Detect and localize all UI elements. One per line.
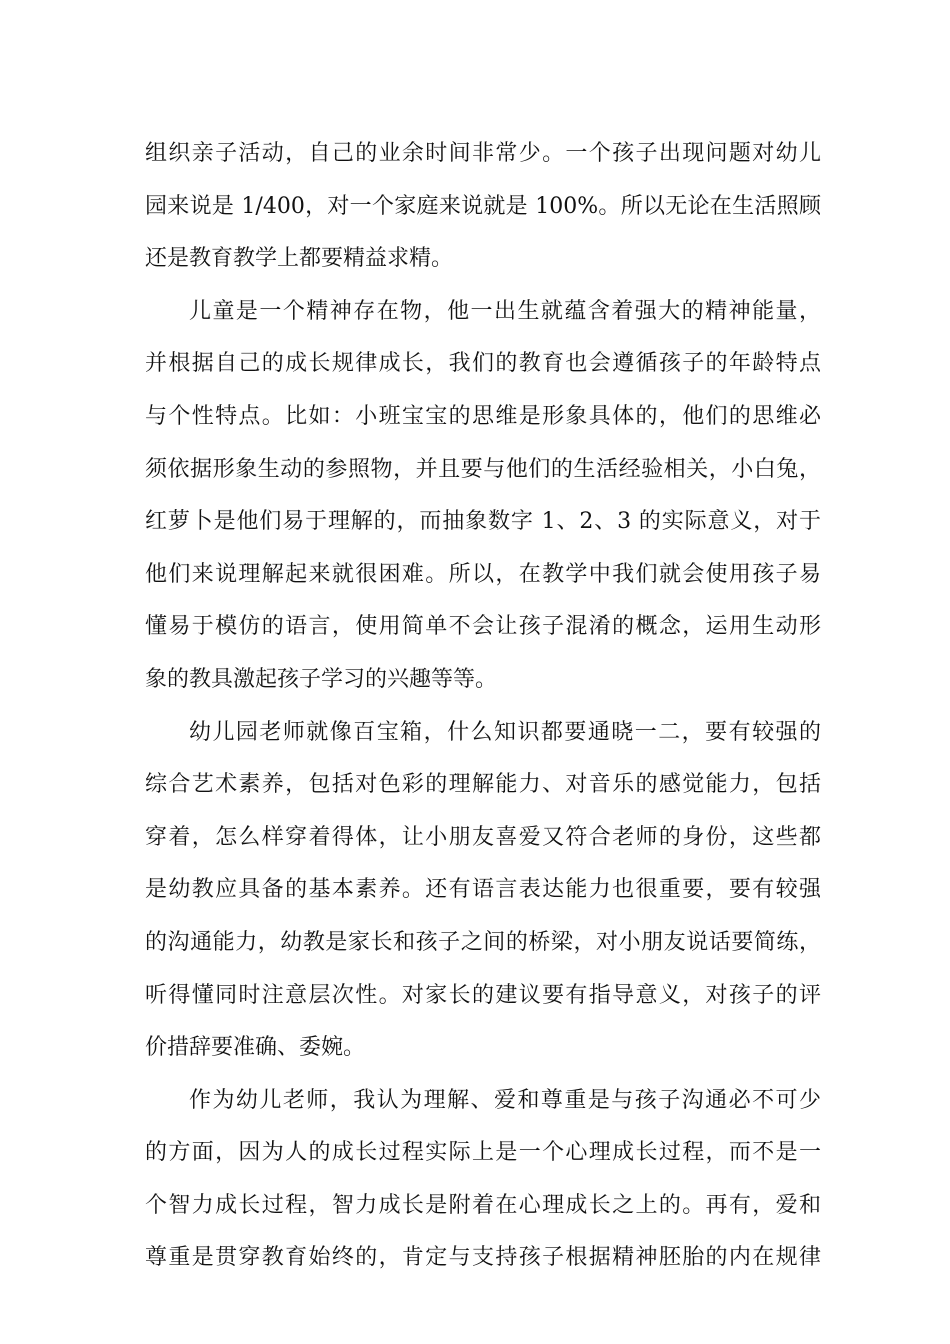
text-line: 儿童是一个精神存在物，他一出生就蕴含着强大的精神能量，	[189, 298, 821, 324]
text-line: 并根据自己的成长规律成长，我们的教育也会遵循孩子的年龄特点	[145, 351, 821, 377]
paragraph	[145, 707, 821, 1075]
text-line: 的沟通能力，幼教是家长和孩子之间的桥梁，对小朋友说话要简练，	[145, 929, 821, 955]
text-line: 个智力成长过程，智力成长是附着在心理成长之上的。再有，爱和	[145, 1192, 821, 1218]
paragraph	[145, 128, 821, 286]
text-line: 是幼教应具备的基本素养。还有语言表达能力也很重要，要有较强	[145, 877, 821, 903]
text-line: 听得懂同时注意层次性。对家长的建议要有指导意义，对孩子的评	[145, 982, 821, 1008]
text-line: 穿着，怎么样穿着得体，让小朋友喜爱又符合老师的身份，这些都	[145, 824, 821, 850]
text-line: 综合艺术素养，包括对色彩的理解能力、对音乐的感觉能力，包括	[145, 772, 821, 798]
text-line: 懂易于模仿的语言，使用简单不会让孩子混淆的概念，运用生动形	[145, 614, 821, 640]
text-line: 须依据形象生动的参照物，并且要与他们的生活经验相关，小白兔，	[145, 456, 821, 482]
text-line: 红萝卜是他们易于理解的，而抽象数字 1、2、3 的实际意义，对于	[145, 509, 821, 535]
text-line: 作为幼儿老师，我认为理解、爱和尊重是与孩子沟通必不可少	[189, 1087, 821, 1113]
text-line: 的方面，因为人的成长过程实际上是一个心理成长过程，而不是一	[145, 1140, 821, 1166]
text-line: 价措辞要准确、委婉。	[145, 1035, 366, 1061]
text-line: 园来说是 1/400，对一个家庭来说就是 100%。所以无论在生活照顾	[145, 193, 821, 219]
text-line: 组织亲子活动，自己的业余时间非常少。一个孩子出现问题对幼儿	[145, 141, 821, 166]
text-line: 象的教具激起孩子学习的兴趣等等。	[145, 666, 498, 692]
document-body	[145, 128, 821, 1285]
text-line: 与个性特点。比如：小班宝宝的思维是形象具体的，他们的思维必	[145, 403, 821, 429]
text-line: 还是教育教学上都要精益求精。	[145, 246, 454, 272]
text-line: 他们来说理解起来就很困难。所以，在教学中我们就会使用孩子易	[145, 561, 821, 587]
text-line: 尊重是贯穿教育始终的，肯定与支持孩子根据精神胚胎的内在规律	[145, 1245, 821, 1271]
text-line: 幼儿园老师就像百宝箱，什么知识都要通晓一二，要有较强的	[189, 719, 821, 745]
paragraph	[145, 1075, 821, 1285]
paragraph	[145, 286, 821, 707]
